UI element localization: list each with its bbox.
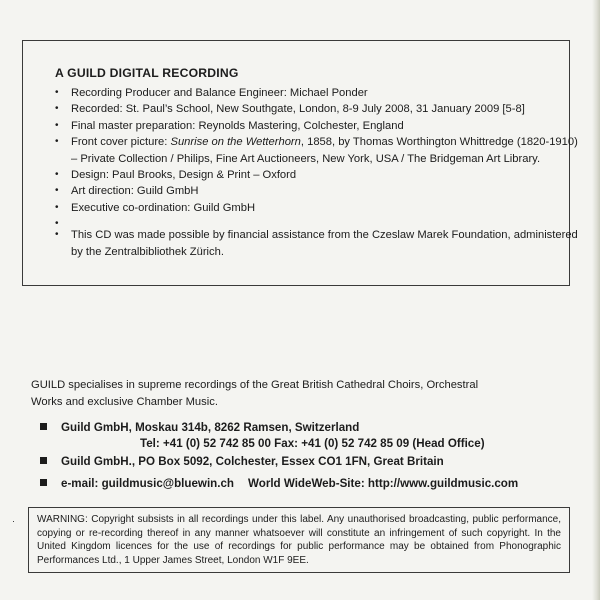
contact-online (40, 476, 518, 492)
contact-uk (40, 454, 444, 470)
guild-description (31, 377, 551, 410)
square-bullet-icon (40, 457, 47, 464)
copyright-warning-box (28, 507, 570, 573)
margin-mark: · (12, 516, 15, 526)
swiss-phone: Tel: +41 (0) 52 742 85 00 Fax: +41 (0) 52 742 85 09 (Head Office) (140, 437, 485, 450)
cover-suffix: , 1858, by Thomas Worthington Whittredge (1820-1910) (300, 136, 578, 149)
credit-art-direction: • Art direction: Guild GmbH (55, 183, 559, 199)
credit-design: • Design: Paul Brooks, Design & Print – Oxford (55, 167, 559, 183)
square-bullet-icon (40, 423, 47, 430)
cover-line2: – Private Collection / Philips, Fine Art Auctioneers, New York, USA / The Bridgeman Art Library. (71, 152, 541, 165)
email-text: e-mail: guildmusic@bluewin.ch (61, 477, 234, 490)
credits-title: A GUILD DIGITAL RECORDING (55, 66, 239, 80)
website-text: World WideWeb-Site: http://www.guildmusic.com (248, 477, 519, 490)
credits-list (55, 85, 578, 260)
cover-title: Sunrise on the Wetterhorn (170, 136, 301, 149)
credit-producer: • Recording Producer and Balance Engineer: Michael Ponder (55, 85, 559, 101)
credit-foundation-note (55, 227, 578, 260)
square-bullet-icon (40, 479, 47, 486)
guild-line2: Works and exclusive Chamber Music. (31, 395, 218, 408)
note-line1: • This CD was made possible by financial assistance from the Czeslaw Marek Foundation, administered (71, 229, 578, 242)
guild-line1: GUILD specialises in supreme recordings of the Great British Cathedral Choirs, Orchestral (31, 379, 479, 391)
credits-box (22, 40, 578, 286)
cover-prefix: Front cover picture: (71, 136, 171, 149)
credit-mastering: • Final master preparation: Reynolds Mastering, Colchester, England (55, 118, 559, 134)
credit-cover-picture (55, 134, 578, 167)
contact-swiss (40, 420, 485, 452)
swiss-address: Guild GmbH, Moskau 314b, 8262 Ramsen, Switzerland (61, 421, 360, 434)
note-line2: by the Zentralbibliothek Zürich. (71, 245, 224, 258)
copyright-warning-text: WARNING: Copyright subsists in all recordings under this label. Any unauthorised broadcasting, public performance, copying or re-recording thereof in any manner whatsoever will constitute an infringement of such copyright. In the United Kingdom licences for the use of recordings for public performance may be obtained from Phonographic Performances Ltd., 1 Upper James Street, London W1F 9EE. (37, 514, 561, 566)
spacer (55, 216, 559, 227)
uk-address: Guild GmbH., PO Box 5092, Colchester, Essex CO1 1FN, Great Britain (61, 455, 444, 468)
credit-executive: • Executive co-ordination: Guild GmbH (55, 200, 559, 216)
credit-recorded: • Recorded: St. Paul’s School, New Southgate, London, 8-9 July 2008, 31 January 2009 [5-8] (55, 101, 559, 117)
page-edge (592, 0, 600, 600)
